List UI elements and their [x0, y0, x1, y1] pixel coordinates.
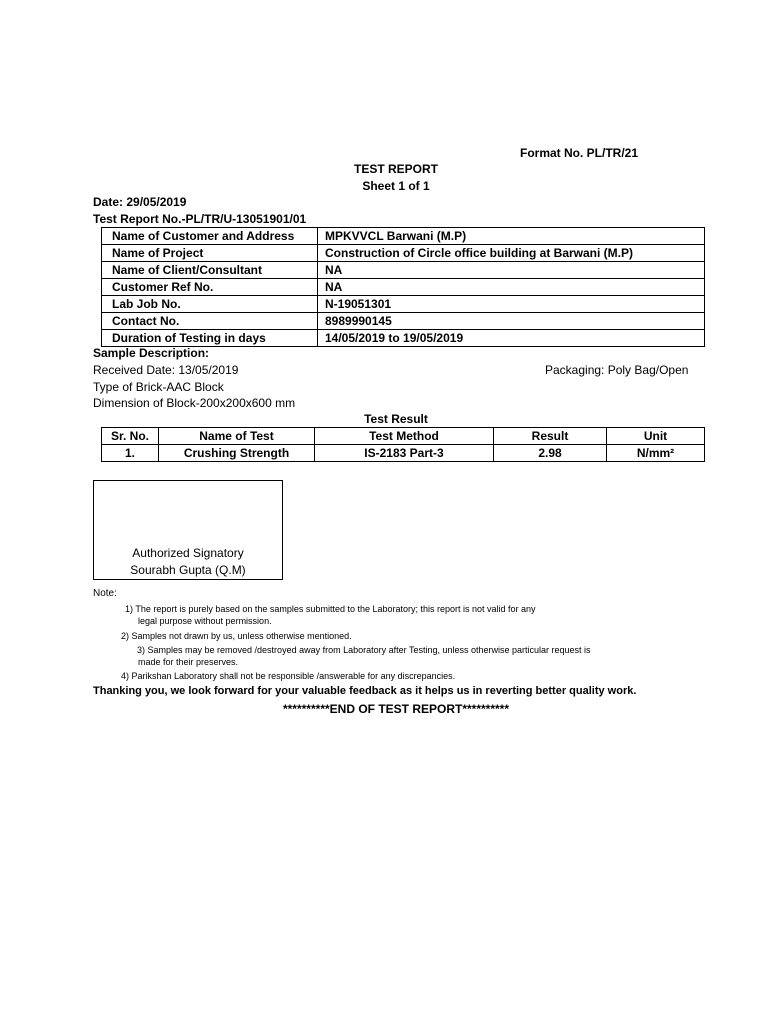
report-date: Date: 29/05/2019: [93, 195, 187, 209]
info-value: Construction of Circle office building at Barwani (M.P): [318, 245, 705, 262]
info-row: [102, 313, 705, 330]
info-value: N-19051301: [318, 296, 705, 313]
sheet-number: Sheet 1 of 1: [362, 179, 430, 193]
info-value: 8989990145: [318, 313, 705, 330]
notes-title: Note:: [93, 588, 117, 599]
info-value: NA: [318, 262, 705, 279]
test-result-table: [101, 427, 705, 462]
info-value: 14/05/2019 to 19/05/2019: [318, 330, 705, 347]
packaging-info: Packaging: Poly Bag/Open: [545, 363, 689, 377]
note-item: 2) Samples not drawn by us, unless otherwise mentioned.: [121, 631, 352, 641]
note-text: 1) The report is purely based on the samples submitted to the Laboratory; this report is not valid for any: [125, 604, 536, 614]
cell-test-name: Crushing Strength: [159, 445, 315, 462]
signatory-label: Authorized Signatory: [132, 546, 244, 560]
report-number: Test Report No.-PL/TR/U-13051901/01: [93, 212, 307, 226]
cell-sr-no: 1.: [102, 445, 159, 462]
col-header-unit: Unit: [607, 428, 705, 445]
info-label: Lab Job No.: [102, 296, 318, 313]
note-item: [137, 644, 697, 668]
cell-test-method: IS-2183 Part-3: [315, 445, 494, 462]
brick-type: Type of Brick-AAC Block: [93, 380, 224, 394]
table-row: [102, 445, 705, 462]
cell-result: 2.98: [494, 445, 607, 462]
format-number: Format No. PL/TR/21: [520, 146, 639, 160]
test-result-title: Test Result: [364, 412, 428, 426]
info-row: [102, 330, 705, 347]
info-value: MPKVVCL Barwani (M.P): [318, 228, 705, 245]
note-text-continued: legal purpose without permission.: [138, 616, 272, 626]
col-header-test-method: Test Method: [315, 428, 494, 445]
info-label: Name of Client/Consultant: [102, 262, 318, 279]
info-label: Duration of Testing in days: [102, 330, 318, 347]
col-header-result: Result: [494, 428, 607, 445]
received-date: Received Date: 13/05/2019: [93, 363, 239, 377]
customer-info-table: [101, 227, 705, 347]
note-text-continued: made for their preserves.: [138, 657, 239, 667]
info-row: [102, 279, 705, 296]
info-row: [102, 262, 705, 279]
result-header-row: [102, 428, 705, 445]
cell-unit: N/mm²: [607, 445, 705, 462]
report-title: TEST REPORT: [353, 162, 438, 176]
col-header-sr-no: Sr. No.: [102, 428, 159, 445]
block-dimension: Dimension of Block-200x200x600 mm: [93, 396, 296, 410]
sample-description-heading: Sample Description:: [93, 346, 210, 360]
info-row: [102, 296, 705, 313]
note-text: 3) Samples may be removed /destroyed away from Laboratory after Testing, unless otherwise particular request is: [137, 645, 591, 655]
info-row: [102, 245, 705, 262]
end-of-report: **********END OF TEST REPORT**********: [282, 702, 510, 716]
note-item: 4) Parikshan Laboratory shall not be responsible /answerable for any discrepancies.: [121, 671, 456, 681]
info-row: [102, 228, 705, 245]
info-label: Contact No.: [102, 313, 318, 330]
info-label: Name of Project: [102, 245, 318, 262]
info-label: Name of Customer and Address: [102, 228, 318, 245]
col-header-test-name: Name of Test: [159, 428, 315, 445]
info-value: NA: [318, 279, 705, 296]
signatory-name: Sourabh Gupta (Q.M): [130, 563, 246, 577]
note-item: [125, 603, 697, 627]
thanks-message: Thanking you, we look forward for your valuable feedback as it helps us in reverting better quality work.: [93, 685, 637, 697]
info-label: Customer Ref No.: [102, 279, 318, 296]
